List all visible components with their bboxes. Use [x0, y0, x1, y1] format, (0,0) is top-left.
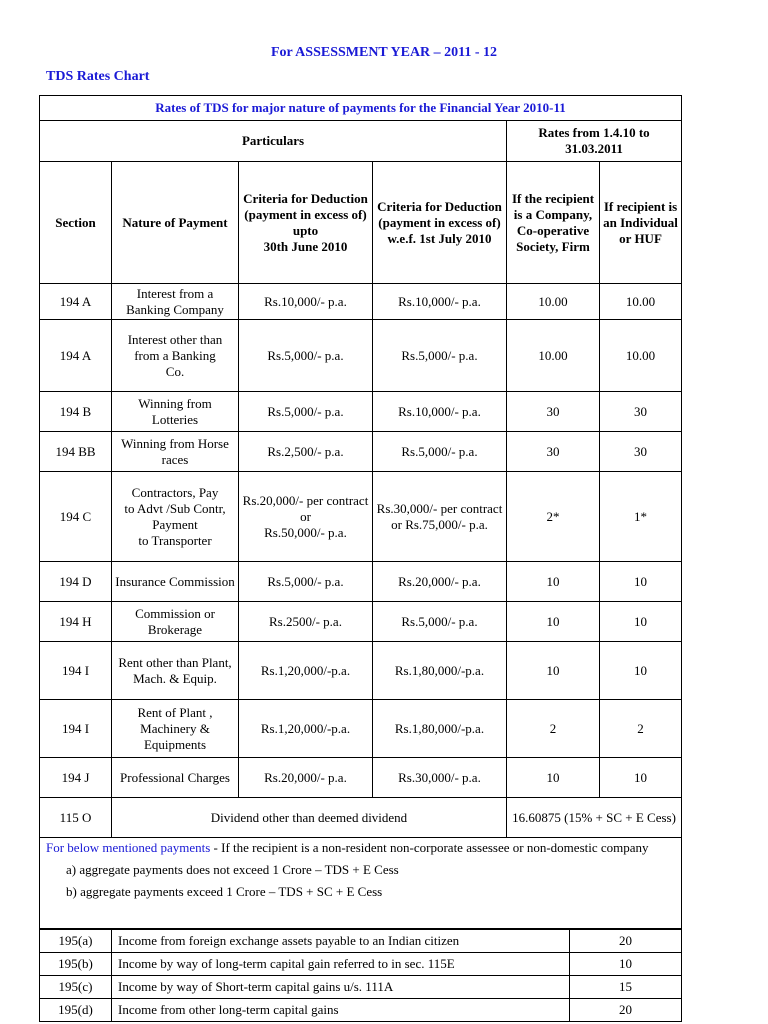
section-cell: 194 C [40, 472, 112, 562]
table-row [40, 930, 682, 953]
rates-header: Rates from 1.4.10 to 31.03.2011 [507, 121, 682, 162]
rate-individual-cell: 10 [600, 758, 682, 798]
rate-individual-cell: 30 [600, 392, 682, 432]
criteria-new-cell: Rs.10,000/- p.a. [373, 284, 507, 320]
criteria-new-cell: Rs.1,80,000/-p.a. [373, 700, 507, 758]
rate-individual-cell: 10 [600, 562, 682, 602]
non-resident-note [40, 838, 682, 929]
table-row [40, 953, 682, 976]
criteria-old-cell: Rs.2,500/- p.a. [239, 432, 373, 472]
rate-company-cell: 10 [507, 642, 600, 700]
page-title: For ASSESSMENT YEAR – 2011 - 12 [270, 45, 498, 60]
table-row [40, 976, 682, 999]
section-cell: 195(c) [40, 976, 112, 999]
description-cell: Income by way of long-term capital gain referred to in sec. 115E [112, 953, 570, 976]
criteria-new-cell: Rs.5,000/- p.a. [373, 320, 507, 392]
nature-cell: Dividend other than deemed dividend [112, 798, 507, 838]
section-cell: 194 J [40, 758, 112, 798]
section-cell: 195(b) [40, 953, 112, 976]
dividend-row [40, 798, 682, 838]
rate-company-cell: 10 [507, 562, 600, 602]
tds-rates-table [39, 95, 682, 929]
criteria-old-cell: Rs.1,20,000/-p.a. [239, 700, 373, 758]
section-cell: 194 BB [40, 432, 112, 472]
criteria-old-cell: Rs.20,000/- per contract or Rs.50,000/- p.a. [239, 472, 373, 562]
note-text: - If the recipient is a non-resident non-corporate assessee or non-domestic company [210, 840, 649, 855]
section-cell: 194 B [40, 392, 112, 432]
nature-cell: Interest from a Banking Company [112, 284, 239, 320]
nature-cell: Interest other than from a Banking Co. [112, 320, 239, 392]
criteria-new-cell: Rs.30,000/- p.a. [373, 758, 507, 798]
nature-cell: Rent other than Plant, Mach. & Equip. [112, 642, 239, 700]
nature-cell: Winning from Lotteries [112, 392, 239, 432]
description-cell: Income from other long-term capital gains [112, 999, 570, 1022]
rate-company-cell: 10.00 [507, 320, 600, 392]
section-cell: 194 A [40, 284, 112, 320]
dividend-rate-cell: 16.60875 (15% + SC + E Cess) [507, 798, 682, 838]
nature-cell: Commission or Brokerage [112, 602, 239, 642]
rate-cell: 20 [570, 999, 682, 1022]
description-cell: Income by way of Short-term capital gains u/s. 111A [112, 976, 570, 999]
rate-individual-cell: 10.00 [600, 320, 682, 392]
nature-cell: Winning from Horse races [112, 432, 239, 472]
nature-cell: Professional Charges [112, 758, 239, 798]
rate-company-cell: 2* [507, 472, 600, 562]
rate-individual-cell: 1* [600, 472, 682, 562]
table-row [40, 562, 682, 602]
table-row [40, 999, 682, 1022]
rate-company-cell: 30 [507, 392, 600, 432]
rate-company-cell: 10 [507, 602, 600, 642]
section-cell: 194 A [40, 320, 112, 392]
section-cell: 194 D [40, 562, 112, 602]
table-row [40, 392, 682, 432]
criteria-new-cell: Rs.5,000/- p.a. [373, 432, 507, 472]
table-caption: Rates of TDS for major nature of payments for the Financial Year 2010-11 [40, 96, 682, 121]
criteria-new-cell: Rs.5,000/- p.a. [373, 602, 507, 642]
criteria-new-cell: Rs.10,000/- p.a. [373, 392, 507, 432]
note-item-a: a) aggregate payments does not exceed 1 Crore – TDS + E Cess [66, 862, 399, 877]
rate-individual-cell: 2 [600, 700, 682, 758]
table-row [40, 602, 682, 642]
column-header-company: If the recipient is a Company, Co-operative Society, Firm [507, 162, 600, 284]
section-cell: 194 I [40, 642, 112, 700]
chart-subtitle: TDS Rates Chart [46, 69, 150, 84]
rate-company-cell: 10.00 [507, 284, 600, 320]
column-header-nature: Nature of Payment [112, 162, 239, 284]
rate-company-cell: 2 [507, 700, 600, 758]
rate-individual-cell: 10 [600, 602, 682, 642]
column-header-criteria-new: Criteria for Deduction (payment in excess of) w.e.f. 1st July 2010 [373, 162, 507, 284]
nature-cell: Contractors, Pay to Advt /Sub Contr, Payment to Transporter [112, 472, 239, 562]
criteria-old-cell: Rs.5,000/- p.a. [239, 562, 373, 602]
rate-cell: 15 [570, 976, 682, 999]
criteria-new-cell: Rs.20,000/- p.a. [373, 562, 507, 602]
criteria-old-cell: Rs.20,000/- p.a. [239, 758, 373, 798]
column-header-individual: If recipient is an Individual or HUF [600, 162, 682, 284]
rate-individual-cell: 10.00 [600, 284, 682, 320]
criteria-old-cell: Rs.2500/- p.a. [239, 602, 373, 642]
nature-cell: Insurance Commission [112, 562, 239, 602]
table-row [40, 432, 682, 472]
description-cell: Income from foreign exchange assets payable to an Indian citizen [112, 930, 570, 953]
section-cell: 195(a) [40, 930, 112, 953]
table-row [40, 284, 682, 320]
table-row [40, 700, 682, 758]
criteria-new-cell: Rs.1,80,000/-p.a. [373, 642, 507, 700]
rate-company-cell: 30 [507, 432, 600, 472]
nature-cell: Rent of Plant , Machinery & Equipments [112, 700, 239, 758]
section-cell: 195(d) [40, 999, 112, 1022]
criteria-old-cell: Rs.5,000/- p.a. [239, 320, 373, 392]
criteria-old-cell: Rs.10,000/- p.a. [239, 284, 373, 320]
table-row [40, 472, 682, 562]
section-cell: 115 O [40, 798, 112, 838]
criteria-new-cell: Rs.30,000/- per contract or Rs.75,000/- p.a. [373, 472, 507, 562]
rate-company-cell: 10 [507, 758, 600, 798]
table-row [40, 642, 682, 700]
column-header-criteria-old: Criteria for Deduction (payment in excess of) upto 30th June 2010 [239, 162, 373, 284]
section-cell: 194 I [40, 700, 112, 758]
table-row [40, 758, 682, 798]
column-header-section: Section [40, 162, 112, 284]
criteria-old-cell: Rs.5,000/- p.a. [239, 392, 373, 432]
rate-individual-cell: 30 [600, 432, 682, 472]
rate-individual-cell: 10 [600, 642, 682, 700]
non-resident-note-row [40, 838, 682, 929]
criteria-old-cell: Rs.1,20,000/-p.a. [239, 642, 373, 700]
rate-cell: 20 [570, 930, 682, 953]
note-item-b: b) aggregate payments exceed 1 Crore – TDS + SC + E Cess [66, 884, 383, 899]
note-lead: For below mentioned payments [46, 840, 211, 855]
table-row [40, 320, 682, 392]
particulars-header: Particulars [40, 121, 507, 162]
section-cell: 194 H [40, 602, 112, 642]
non-resident-rates-table [39, 929, 682, 1022]
rate-cell: 10 [570, 953, 682, 976]
